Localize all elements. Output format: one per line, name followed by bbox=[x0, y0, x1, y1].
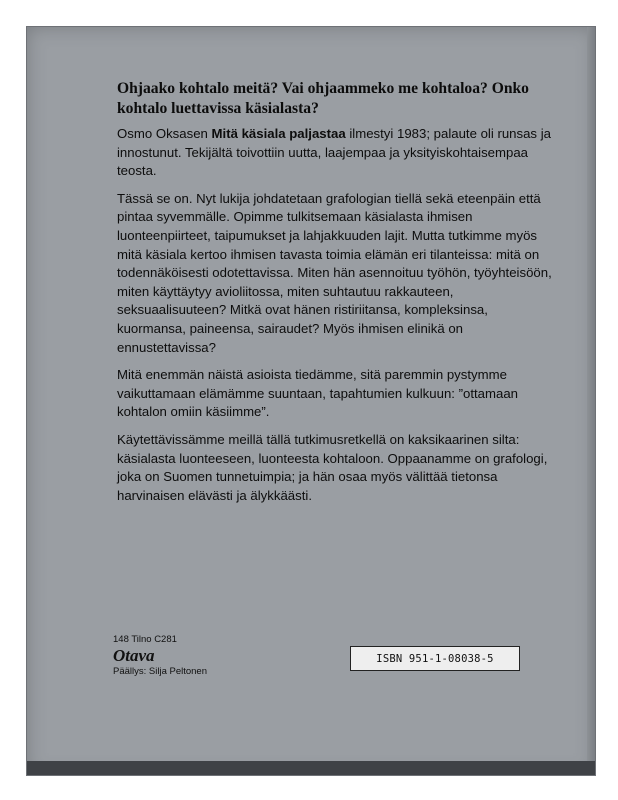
series-code: 148 Tilno C281 bbox=[113, 634, 177, 645]
blurb-paragraph-2: Tässä se on. Nyt lukija johdatetaan grafologian tiellä sekä eteenpäin että pintaa syvemmälle. Opimme tulkitsemaan käsialasta ihmisen luonteenpiirteet, taipumukset ja lahjakkuuden lajit. Mutta tutkimme myös mitä käsiala kertoo ihmisen tavasta toimia elämän eri tilanteissa: mitä on todennäköisesti odotettavissa. Miten hän asennoituu työhön, työyhteisöön, miten käyttäytyy avioliitossa, miten suhtautuu rakkauteen, seksuaalisuuteen? Mitkä ovat hänen ristiriitansa, kompleksinsa, kuormansa, paineensa, sairaudet? Myös ihmisen elinikä on ennustettavissa? bbox=[117, 190, 552, 355]
publisher-logo: Otava bbox=[113, 646, 155, 665]
blurb bbox=[117, 125, 557, 514]
imprint bbox=[113, 634, 207, 678]
book-back-cover bbox=[26, 26, 596, 776]
cover-credit: Päällys: Silja Peltonen bbox=[113, 666, 207, 677]
headline: Ohjaako kohtalo meitä? Vai ohjaammeko me kohtaloa? Onko kohtalo luettavissa käsialasta? bbox=[117, 80, 529, 117]
blurb-paragraph-1 bbox=[117, 125, 557, 181]
cover-bottom-band bbox=[27, 761, 595, 775]
blurb-paragraph-4: Käytettävissämme meillä tällä tutkimusretkellä on kaksikaarinen silta: käsialasta luonteeseen, luonteesta kohtaloon. Oppaanamme on grafologi, joka on Suomen tunnetuimpia; ja hän osaa myös välittää tietonsa harvinaisen elävästi ja älykkäästi. bbox=[117, 431, 548, 503]
previous-book-title: Mitä käsiala paljastaa bbox=[211, 126, 346, 141]
paragraph-1-intro: Osmo Oksasen bbox=[117, 126, 212, 141]
cover-edge bbox=[587, 27, 595, 775]
blurb-paragraph-3: Mitä enemmän näistä asioista tiedämme, sitä paremmin pystymme vaikuttamaan elämämme suuntaan, tapahtumien kulkuun: ”ottamaan kohtalon omiin käsiimme”. bbox=[117, 367, 518, 420]
paragraph-1-rest: ilmestyi 1983; palaute oli runsas ja innostunut. Tekijältä toivottiin uutta, laajempaa ja yksityiskohtaisempaa teosta. bbox=[117, 126, 551, 179]
isbn-label: ISBN 951-1-08038-5 bbox=[350, 646, 520, 671]
